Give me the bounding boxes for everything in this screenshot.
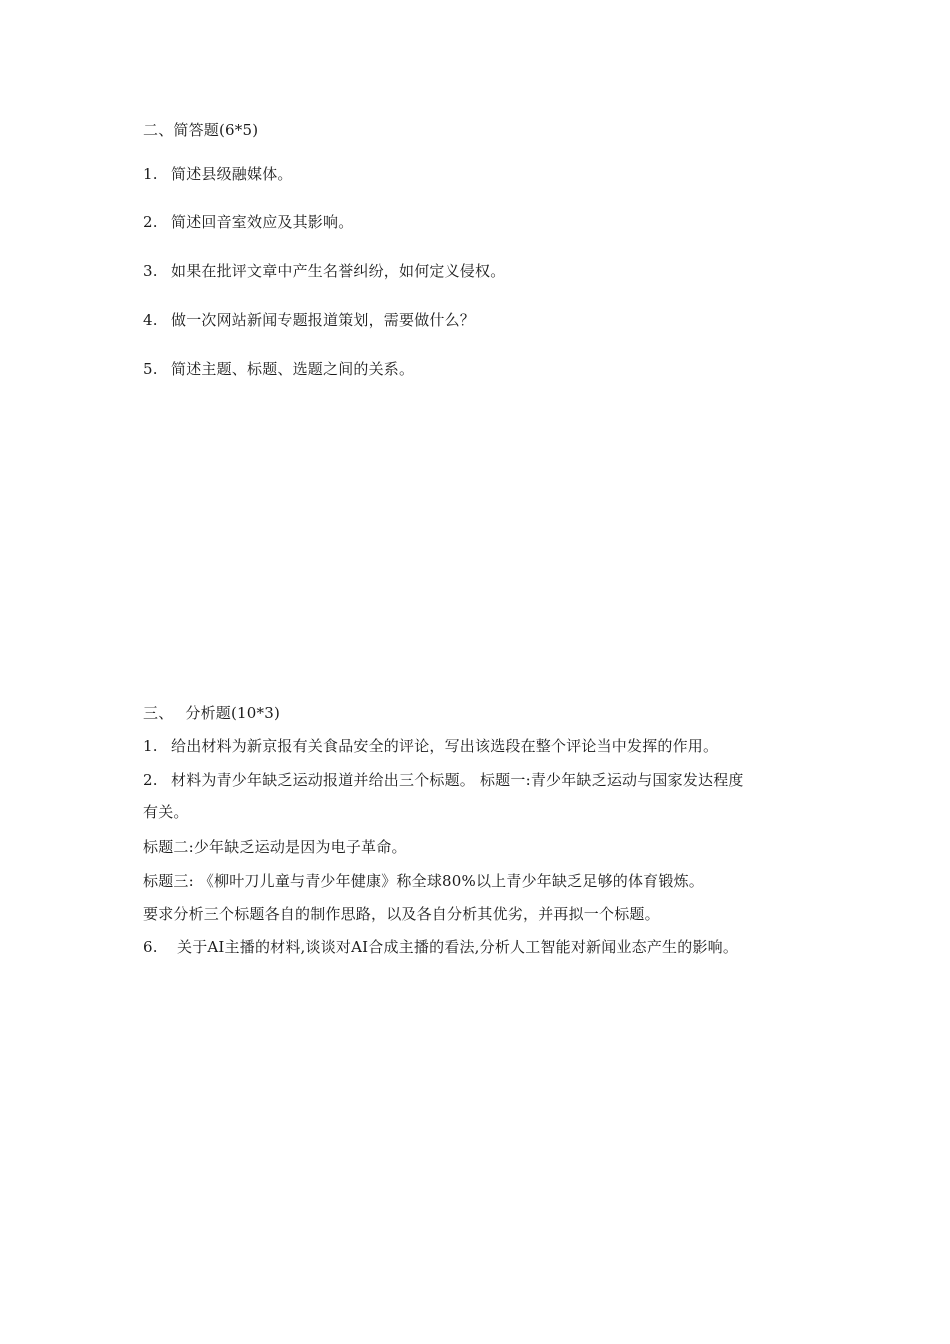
section3-item-2-line4: 标题三: 《柳叶刀儿童与青少年健康》称全球80%以上青少年缺乏足够的体育锻炼。 bbox=[143, 872, 704, 890]
item-number: 4. bbox=[143, 311, 158, 329]
item-text: 给出材料为新京报有关食品安全的评论，写出该选段在整个评论当中发挥的作用。 bbox=[171, 737, 719, 755]
item-text: 简述回音室效应及其影响。 bbox=[171, 213, 354, 231]
section3-item-2-line1 bbox=[143, 770, 744, 790]
section3-heading bbox=[143, 703, 280, 723]
item-text: 如果在批评文章中产生名誉纠纷，如何定义侵权。 bbox=[171, 262, 506, 280]
section3-item-2-line2: 有关。 bbox=[143, 803, 189, 821]
item-number: 6. bbox=[143, 938, 158, 956]
section3-heading-title: 分析题(10*3) bbox=[185, 704, 281, 722]
section2-item-2 bbox=[143, 212, 353, 232]
section2-item-3 bbox=[143, 261, 505, 281]
item-number: 1. bbox=[143, 737, 158, 755]
item-number: 2. bbox=[143, 771, 158, 789]
item-text: 材料为青少年缺乏运动报道并给出三个标题。 标题一:青少年缺乏运动与国家发达程度 bbox=[171, 771, 744, 789]
item-text: 简述县级融媒体。 bbox=[171, 165, 293, 183]
section3-item-6 bbox=[143, 937, 738, 957]
section3-item-2-line3: 标题二:少年缺乏运动是因为电子革命。 bbox=[143, 838, 407, 856]
section2-item-1 bbox=[143, 164, 293, 184]
section2-heading: 二、简答题(6*5) bbox=[143, 121, 259, 139]
item-number: 5. bbox=[143, 360, 158, 378]
item-number: 3. bbox=[143, 262, 158, 280]
section3-heading-prefix: 三、 bbox=[143, 704, 174, 722]
section2-item-4 bbox=[143, 310, 475, 330]
item-text: 关于AI主播的材料,谈谈对AI合成主播的看法,分析人工智能对新闻业态产生的影响。 bbox=[177, 938, 739, 956]
section3-item-1 bbox=[143, 736, 718, 756]
section3-item-2-line5: 要求分析三个标题各自的制作思路，以及各自分析其优劣，并再拟一个标题。 bbox=[143, 905, 660, 923]
section2-item-5 bbox=[143, 359, 414, 379]
item-text: 做一次网站新闻专题报道策划，需要做什么？ bbox=[171, 311, 476, 329]
item-number: 1. bbox=[143, 165, 158, 183]
item-number: 2. bbox=[143, 213, 158, 231]
item-text: 简述主题、标题、选题之间的关系。 bbox=[171, 360, 415, 378]
